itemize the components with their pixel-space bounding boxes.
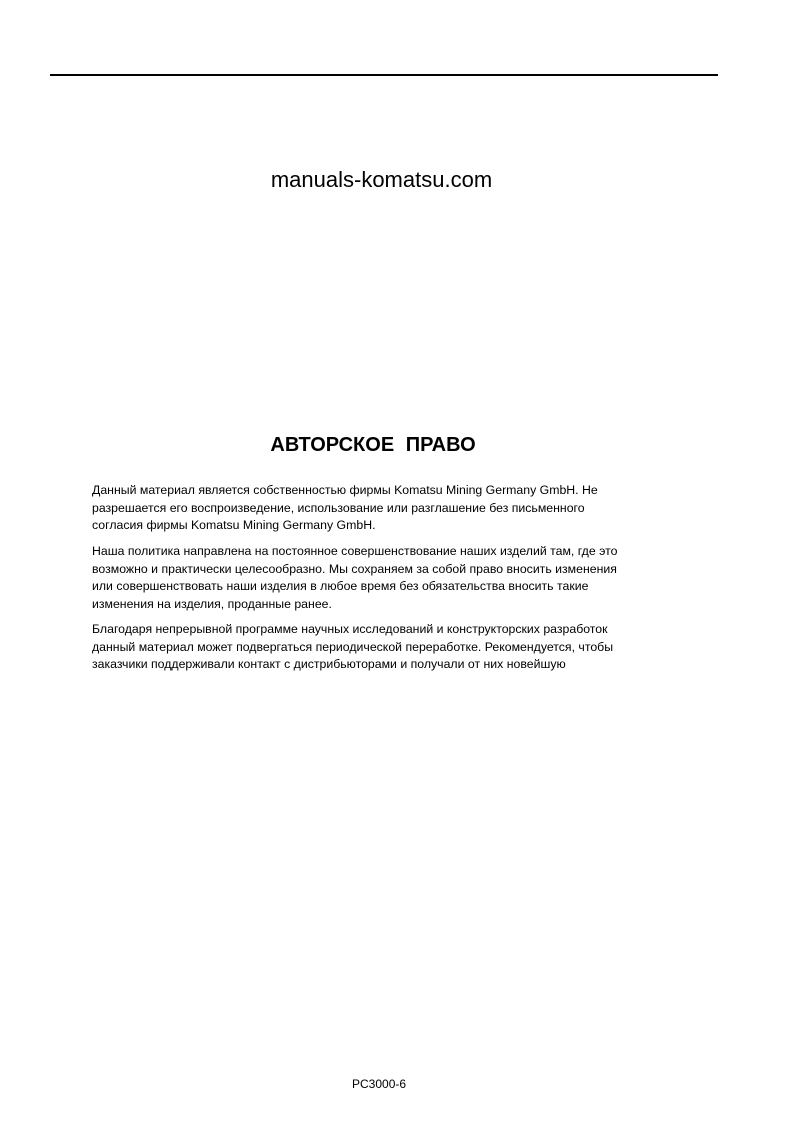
text-line: Наша политика направлена на постоянное совершенствование наших изделий там, где это xyxy=(92,544,618,558)
text-line: разрешается его воспроизведение, использование или разглашение без письменного xyxy=(92,500,585,515)
text-line: Данный материал является собственностью фирмы Komatsu Mining Germany GmbH. Не xyxy=(92,483,598,497)
paragraph-ownership xyxy=(92,482,692,535)
paragraph-research xyxy=(92,621,692,674)
text-line: возможно и практически целесообразно. Мы сохраняем за собой право вносить изменения xyxy=(92,561,617,576)
text-line: заказчики поддерживали контакт с дистрибьюторами и получали от них новейшую xyxy=(92,657,566,671)
page-title: АВТОРСКОЕ ПРАВО xyxy=(270,434,476,456)
footer-model: PC3000-6 xyxy=(352,1077,407,1091)
text-line: или совершенствовать наши изделия в любое время без обязательства вносить такие xyxy=(92,579,589,593)
text-line: Благодаря непрерывной программе научных исследований и конструкторских разработок xyxy=(92,622,608,636)
text-line: данный материал может подвергаться периодической переработке. Рекомендуется, чтобы xyxy=(92,639,614,654)
watermark-link[interactable]: manuals-komatsu.com xyxy=(270,167,493,192)
text-line: согласия фирмы Komatsu Mining Germany GmbH. xyxy=(92,518,376,532)
text-line: изменения на изделия, проданные ранее. xyxy=(92,596,332,611)
paragraph-policy xyxy=(92,543,692,613)
header-rule xyxy=(50,74,718,76)
